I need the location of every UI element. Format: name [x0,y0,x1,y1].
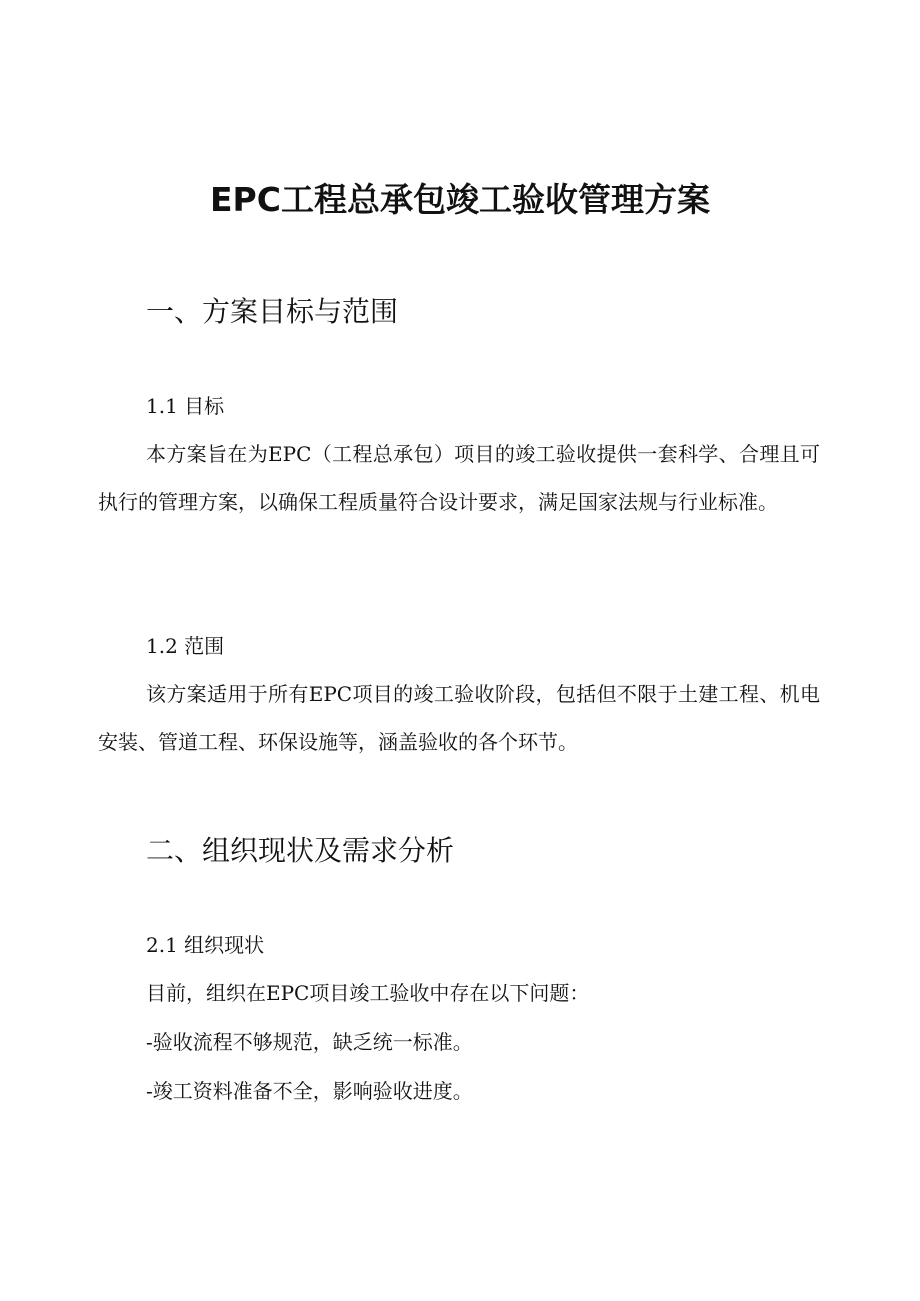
section-1-2-paragraph: 该方案适用于所有EPC项目的竣工验收阶段，包括但不限于土建工程、机电安装、管道工程、环保设施等，涵盖验收的各个环节。 [98,682,820,754]
section-1-2-heading: 1.2 范围 [146,634,225,658]
issue-list-item: -验收流程不够规范，缺乏统一标准。 [146,1030,473,1054]
section-1-1-paragraph: 本方案旨在为EPC（工程总承包）项目的竣工验收提供一套科学、合理且可执行的管理方案，以确保工程质量符合设计要求，满足国家法规与行业标准。 [98,442,820,514]
document-title: EPC工程总承包竣工验收管理方案 [210,180,710,219]
issue-list-item: -竣工资料准备不全，影响验收进度。 [146,1079,473,1103]
section-2-1-intro: 目前，组织在EPC项目竣工验收中存在以下问题： [146,981,590,1005]
section-1-heading: 一、方案目标与范围 [146,295,399,328]
section-2-heading: 二、组织现状及需求分析 [146,834,455,867]
section-1-1-heading: 1.1 目标 [146,394,225,418]
section-2-1-heading: 2.1 组织现状 [146,933,265,957]
